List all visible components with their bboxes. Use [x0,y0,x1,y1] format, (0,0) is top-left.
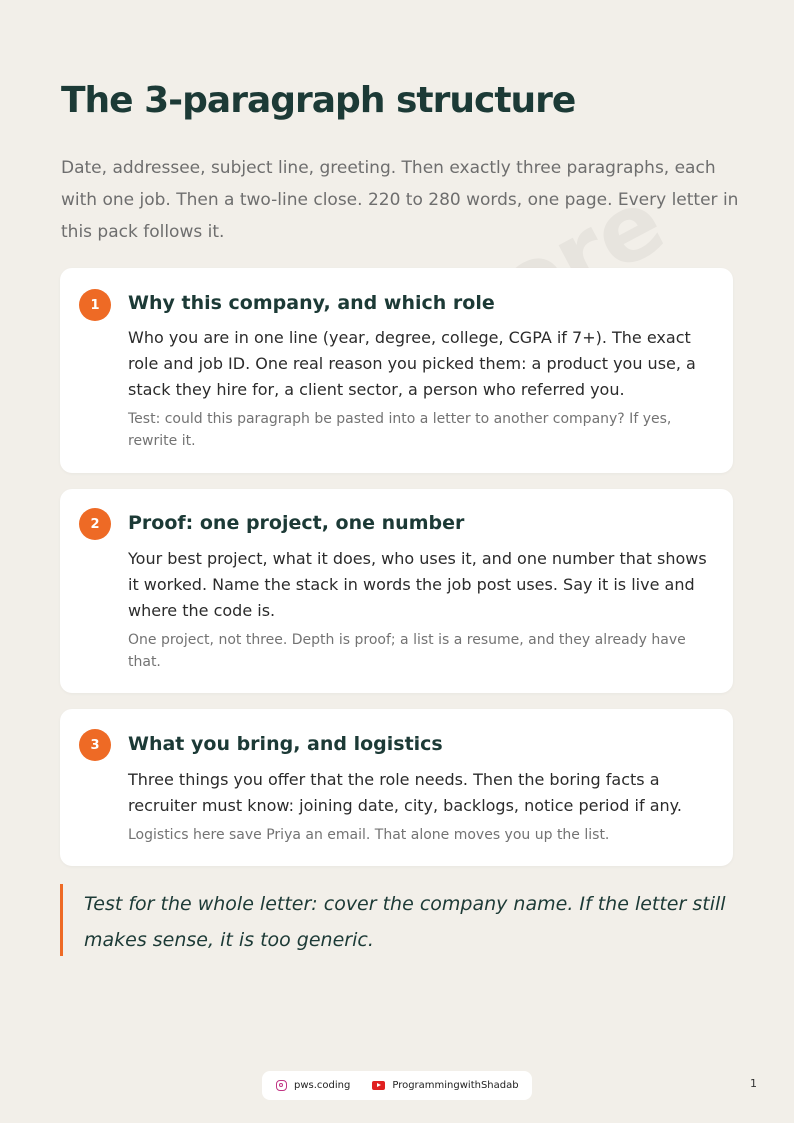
card-body: Three things you offer that the role needs. Then the boring facts a recruiter must know: joining date, city, backlogs, notice period if any. [128,770,682,815]
card-title: Why this company, and which role [128,292,495,314]
youtube-link[interactable] [350,1080,518,1091]
card-note: One project, not three. Depth is proof; a list is a resume, and they already have that. [128,632,686,670]
step-number-badge: 1 [79,289,111,321]
card-note: Logistics here save Priya an email. That alone moves you up the list. [128,827,610,843]
card-note: Test: could this paragraph be pasted into a letter to another company? If yes, rewrite it. [128,411,672,449]
structure-card-2 [60,489,733,693]
card-body: Who you are in one line (year, degree, college, CGPA if 7+). The exact role and job ID. One real reason you picked them: a product you use, a stack they hire for, a client sector, a person who referred you. [128,328,696,399]
step-number-badge: 3 [79,729,111,761]
intro-paragraph: Date, addressee, subject line, greeting. Then exactly three paragraphs, each with one job. Then a two-line close. 220 to 280 words, one page. Every letter in this pack follows it. [61,158,739,242]
card-title: What you bring, and logistics [128,733,443,755]
instagram-link[interactable] [262,1080,350,1091]
structure-card-3 [60,709,733,866]
structure-card-1 [60,268,733,473]
instagram-icon [276,1080,287,1091]
callout-text: Test for the whole letter: cover the company name. If the letter still makes sense, it is too generic. [84,893,726,951]
callout-quote [60,884,736,956]
card-title: Proof: one project, one number [128,512,465,534]
youtube-icon [372,1081,385,1090]
page-title: The 3-paragraph structure [61,80,576,121]
instagram-handle: pws.coding [294,1080,351,1091]
card-body: Your best project, what it does, who uses it, and one number that shows it worked. Name the stack in words the job post uses. Say it is live and where the code is. [128,549,707,620]
page-number: 1 [750,1077,757,1090]
step-number-badge: 2 [79,508,111,540]
youtube-channel: ProgrammingwithShadab [392,1080,519,1091]
social-links [262,1071,532,1100]
